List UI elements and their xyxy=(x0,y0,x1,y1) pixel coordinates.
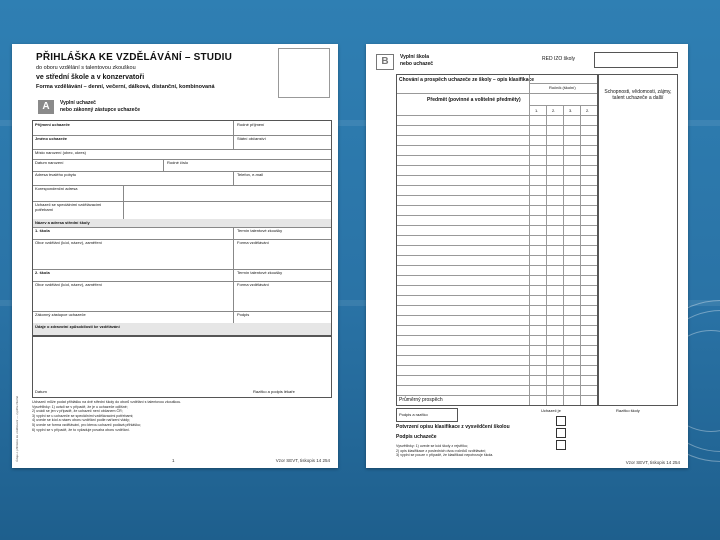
row-label: 1. škola xyxy=(35,228,50,233)
form-page-a xyxy=(12,44,338,468)
divider xyxy=(233,135,234,149)
form-row[interactable] xyxy=(33,135,331,150)
side-vertical-text: Údaje o přihlášce ke vzdělávání — vyplňte čitelně xyxy=(15,395,19,462)
divider xyxy=(233,281,234,311)
red-izo-field[interactable] xyxy=(594,52,678,68)
checkbox-2[interactable] xyxy=(556,428,566,438)
year-header: 3. xyxy=(569,108,573,113)
fill-by-label: Vyplní škola xyxy=(400,54,429,60)
footnote: Vysvětlivky: 1) uvede se kód školy z rejstříku; xyxy=(396,444,468,448)
divider xyxy=(123,185,124,201)
row-label: Obor vzdělání (kód, název), zaměření xyxy=(35,240,102,245)
row-label: 2. škola xyxy=(35,270,50,275)
row-label-right: Podpis xyxy=(237,312,250,317)
row-label-right: Rodné příjmení xyxy=(237,122,265,127)
form-row[interactable] xyxy=(33,239,331,270)
fill-by-label-2: nebo uchazeč xyxy=(400,61,434,67)
talent-box[interactable] xyxy=(598,74,678,406)
section-b-badge: B xyxy=(376,54,394,70)
row-label: Údaje o zdravotní způsobilosti ke vzdělávání xyxy=(35,324,120,329)
row-label: Obor vzdělání (kód, název), zaměření xyxy=(35,282,102,287)
footnote: Uchazeč může podat přihlášku na dvě střední školy do oborů vzdělání s talentovou zkouškou. xyxy=(32,400,182,404)
red-izo-label: RED IZO školy xyxy=(542,56,576,62)
health-section[interactable] xyxy=(32,336,332,398)
row-label: Zákonný zástupce uchazeče xyxy=(35,312,86,317)
divider xyxy=(163,159,164,171)
row-label: Adresa trvalého pobytu xyxy=(35,172,77,177)
year-header: 2. xyxy=(586,108,590,113)
year-header: 1. xyxy=(535,108,539,113)
divider xyxy=(233,239,234,269)
footnote: Vysvětlivky: 1) uvádí se v případě, že je u uchazeče odlišné; xyxy=(32,404,128,409)
footnote: 4) uvede se kód a název oboru vzdělání podle nařízení vlády; xyxy=(32,418,130,423)
form-row[interactable] xyxy=(33,201,331,220)
form-row[interactable] xyxy=(33,171,331,186)
divider xyxy=(123,201,124,219)
checkbox-1[interactable] xyxy=(556,416,566,426)
divider xyxy=(233,227,234,239)
divider xyxy=(233,269,234,281)
doctor-sign-label: Razítko a podpis lékaře xyxy=(253,389,295,394)
section-a-badge: A xyxy=(38,100,54,114)
footnote: 5) uvede se forma vzdělávání, pro kterou uchazeč podává přihlášku; xyxy=(32,422,141,427)
sign-stamp-label: Podpis a razítko xyxy=(399,412,428,417)
checkbox-label: Uchazeč je xyxy=(541,408,561,413)
form-row[interactable] xyxy=(33,185,331,202)
form-code: Vzor SEVT, tiskopis 14 254 xyxy=(275,458,330,463)
form-subtitle-2: ve střední škole a v konzervatoři xyxy=(36,74,145,81)
applicant-label-2: nebo zákonný zástupce uchazeče xyxy=(60,107,141,113)
row-label: Místo narození (obec, okres) xyxy=(35,150,86,155)
divider xyxy=(233,171,234,185)
form-code-b: Vzor SEVT, tiskopis 14 254 xyxy=(625,460,680,465)
doctor-date-label: Datum xyxy=(35,389,47,394)
school-stamp-label: Razítko školy xyxy=(616,408,640,413)
registration-stamp-box xyxy=(278,48,330,98)
form-row xyxy=(33,323,331,335)
subjects-label: Předmět (povinné a volitelné předměty) xyxy=(427,97,521,103)
footnote: 3) vyplní se pouze v případě, že klasifikaci nepotvrzuje škola. xyxy=(396,453,494,458)
footnotes xyxy=(32,400,332,432)
form-row[interactable] xyxy=(33,281,331,312)
applicant-label: Vyplní uchazeč xyxy=(60,100,96,106)
row-label: Korespondenční adresa xyxy=(35,186,78,191)
row-label-right: Termín talentové zkoušky xyxy=(237,270,283,275)
divider xyxy=(233,311,234,323)
row-label: Uchazeč se speciálními vzdělávacími potřebami xyxy=(35,202,102,212)
average-label: Průměrný prospěch xyxy=(399,397,443,403)
row-label-right: Telefon, e-mail xyxy=(237,172,264,177)
form-row[interactable] xyxy=(33,121,331,136)
year-label: Ročník (školní) xyxy=(549,85,576,90)
talent-title: Schopnosti, vědomosti, zájmy, talent uchazeče a další xyxy=(604,89,672,101)
footnote: 3) vyplní se u uchazeče se speciálními vzdělávacími potřebami; xyxy=(32,413,134,418)
row-label-right: Termín talentové zkoušky xyxy=(237,228,283,233)
footnote: 6) vyplní se v případě, že to vyžaduje povaha oboru vzdělání. xyxy=(32,427,130,432)
row-label-right: Forma vzdělávání xyxy=(237,282,269,287)
form-subtitle-3: Forma vzdělávání – denní, večerní, dálková, distanční, kombinovaná xyxy=(36,84,215,90)
footnote: 2) uvádí se jen v případě, že uchazeč není občanem ČR; xyxy=(32,409,123,414)
applicant-sign-label: Podpis uchazeče xyxy=(396,434,437,440)
footnotes-b xyxy=(396,444,680,458)
grades-table[interactable] xyxy=(396,74,598,406)
year-header: 2. xyxy=(552,108,556,113)
confirm-title: Potvrzení opisu klasifikace z vysvědčení školou xyxy=(396,424,510,430)
form-title: PŘIHLÁŠKA KE VZDĚLÁVÁNÍ – STUDIU xyxy=(36,52,233,63)
sign-stamp-field[interactable] xyxy=(396,408,458,422)
applicant-form-table xyxy=(32,120,332,336)
row-label-right: Rodné číslo xyxy=(167,160,189,165)
page-number: 1 xyxy=(172,458,175,463)
row-label: Datum narození xyxy=(35,160,64,165)
row-label: Název a adresa střední školy xyxy=(35,220,90,225)
form-subtitle-1: do oboru vzdělání s talentovou zkouškou xyxy=(36,65,136,71)
row-label: Jméno uchazeče xyxy=(35,136,68,141)
grades-title: Chování a prospěch uchazeče ze školy – opis klasifikace xyxy=(399,77,535,83)
divider xyxy=(233,121,234,135)
footnote: 2) opis klasifikace z posledních dvou ročníků vzdělávání; xyxy=(396,448,487,453)
row-label: Příjmení uchazeče xyxy=(35,122,70,127)
row-label-right: Státní občanství xyxy=(237,136,266,141)
row-label-right: Forma vzdělávání xyxy=(237,240,269,245)
form-page-b xyxy=(366,44,688,468)
